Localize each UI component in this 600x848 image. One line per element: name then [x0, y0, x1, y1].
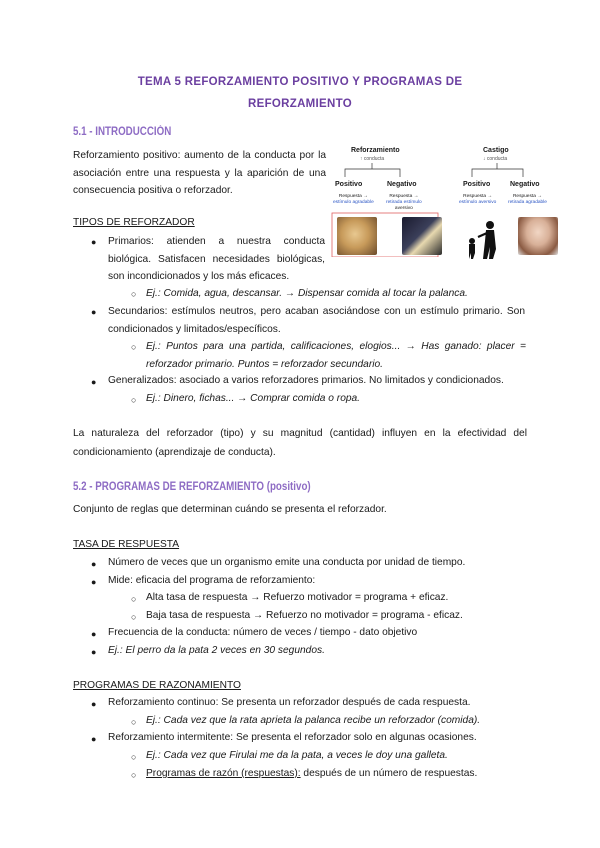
prog-item-1a: Ej.: Cada vez que la rata aprieta la palanca recibe un reforzador (comida). [146, 715, 481, 726]
intro-paragraph: Reforzamiento positivo: aumento de la conducta por la asociación entre una respuesta y la aparición de una consecuencia positiva o reforzador. [73, 150, 326, 196]
bullet-tasa-1: ● [91, 559, 97, 569]
bullet-secundarios-ej: ○ [131, 342, 137, 352]
tasa-heading: TASA DE RESPUESTA [73, 539, 180, 550]
section-heading-programas: 5.2 - PROGRAMAS DE REFORZAMIENTO (positivo) [73, 481, 311, 493]
bullet-tasa-2a: ○ [131, 594, 137, 604]
pain-relief-image [402, 217, 442, 255]
primarios-text: Primarios: atienden a nuestra conducta biológica. Satisfacen necesidades biológicas, son incondicionados y los más eficaces. [108, 236, 325, 282]
diagram-cas-negativo: Negativo [510, 181, 540, 188]
diagram-ref-pos-desc: Respuesta → estímulo agradable [333, 194, 374, 205]
reinforcement-diagram [330, 145, 560, 257]
bullet-generalizados-ej: ○ [131, 395, 137, 405]
sad-girl-image [518, 217, 558, 255]
diagram-ref-negativo: Negativo [387, 181, 417, 188]
tasa-item-1: Número de veces que un organismo emite una conducta por unidad de tiempo. [108, 557, 466, 568]
dog-treat-image [337, 217, 377, 255]
scolding-silhouette-image [460, 219, 504, 259]
diagram-ref-neg-desc: Respuesta → retirada estímulo aversivo [386, 194, 422, 211]
primarios-ejemplo: Ej.: Comida, agua, descansar. → Dispensar comida al tocar la palanca. [146, 288, 468, 299]
diagram-castigo: Castigo [483, 147, 509, 154]
tipos-heading: TIPOS DE REFORZADOR [73, 217, 195, 228]
bullet-tasa-2b: ○ [131, 612, 137, 622]
diagram-cas-positivo: Positivo [463, 181, 491, 188]
secundarios-ejemplo: Ej.: Puntos para una partida, calificaciones, elogios... → Has ganado: placer = reforzador primario. Puntos = reforzador secundario. [146, 341, 526, 370]
bullet-prog-2b: ○ [131, 770, 137, 780]
bullet-prog-2: ● [91, 734, 97, 744]
prog-item-2b [146, 767, 477, 781]
bullet-tasa-3: ● [91, 629, 97, 639]
diagram-ref-positivo: Positivo [335, 181, 363, 188]
prog-item-1: Reforzamiento continuo: Se presenta un reforzador después de cada respuesta. [108, 697, 471, 708]
bullet-tasa-4: ● [91, 647, 97, 657]
section-heading-intro: 5.1 - INTRODUCCIÓN [73, 126, 172, 138]
tasa-item-3: Frecuencia de la conducta: número de veces / tiempo - dato objetivo [108, 627, 418, 638]
naturaleza-paragraph: La naturaleza del reforzador (tipo) y su magnitud (cantidad) influyen en la efectividad del condicionamiento (aprendizaje de conducta). [73, 428, 527, 458]
programas-heading: PROGRAMAS DE RAZONAMIENTO [73, 680, 241, 691]
page-title-line2: REFORZAMIENTO [248, 98, 352, 110]
programas-razon-rest: después de un número de respuestas. [300, 768, 478, 779]
generalizados-ejemplo: Ej.: Dinero, fichas... → Comprar comida o ropa. [146, 393, 361, 404]
secundarios-text: Secundarios: estímulos neutros, pero acaban asociándose con un estímulo primario. Son condicionados y limitados/específicos. [108, 306, 525, 335]
diagram-cas-sub: ↓ conducta [483, 156, 508, 162]
bullet-secundarios: ● [91, 307, 97, 317]
programas-razon-label: Programas de razón (respuestas): [146, 768, 301, 779]
tasa-item-2a: Alta tasa de respuesta → Refuerzo motivador = programa + eficaz. [146, 592, 449, 603]
diagram-reforzamiento: Reforzamiento [351, 147, 400, 154]
bullet-tasa-2: ● [91, 577, 97, 587]
diagram-cas-pos-desc: Respuesta → estímulo aversivo [459, 194, 497, 205]
bullet-generalizados: ● [91, 377, 97, 387]
tasa-item-4: Ej.: El perro da la pata 2 veces en 30 segundos. [108, 645, 325, 656]
bullet-primarios: ● [91, 237, 97, 247]
prog-item-2a: Ej.: Cada vez que Firulai me da la pata, a veces le doy una galleta. [146, 750, 448, 761]
programas-intro: Conjunto de reglas que determinan cuándo se presenta el reforzador. [73, 504, 387, 515]
bullet-prog-1a: ○ [131, 717, 137, 727]
prog-item-2: Reforzamiento intermitente: Se presenta el reforzador solo en algunas ocasiones. [108, 732, 477, 743]
bullet-primarios-ej: ○ [131, 289, 137, 299]
tasa-item-2b: Baja tasa de respuesta → Refuerzo no motivador = programa - eficaz. [146, 610, 463, 621]
bullet-prog-2a: ○ [131, 752, 137, 762]
diagram-ref-sub: ↑ conducta [360, 156, 385, 162]
generalizados-text: Generalizados: asociado a varios reforzadores primarios. No limitados y condicionados. [108, 375, 504, 386]
tasa-item-2: Mide: eficacia del programa de reforzamiento: [108, 575, 316, 586]
diagram-cas-neg-desc: Respuesta → retirada agradable [508, 194, 547, 205]
bullet-prog-1: ● [91, 699, 97, 709]
page-title-line1: TEMA 5 REFORZAMIENTO POSITIVO Y PROGRAMAS DE [137, 76, 463, 88]
